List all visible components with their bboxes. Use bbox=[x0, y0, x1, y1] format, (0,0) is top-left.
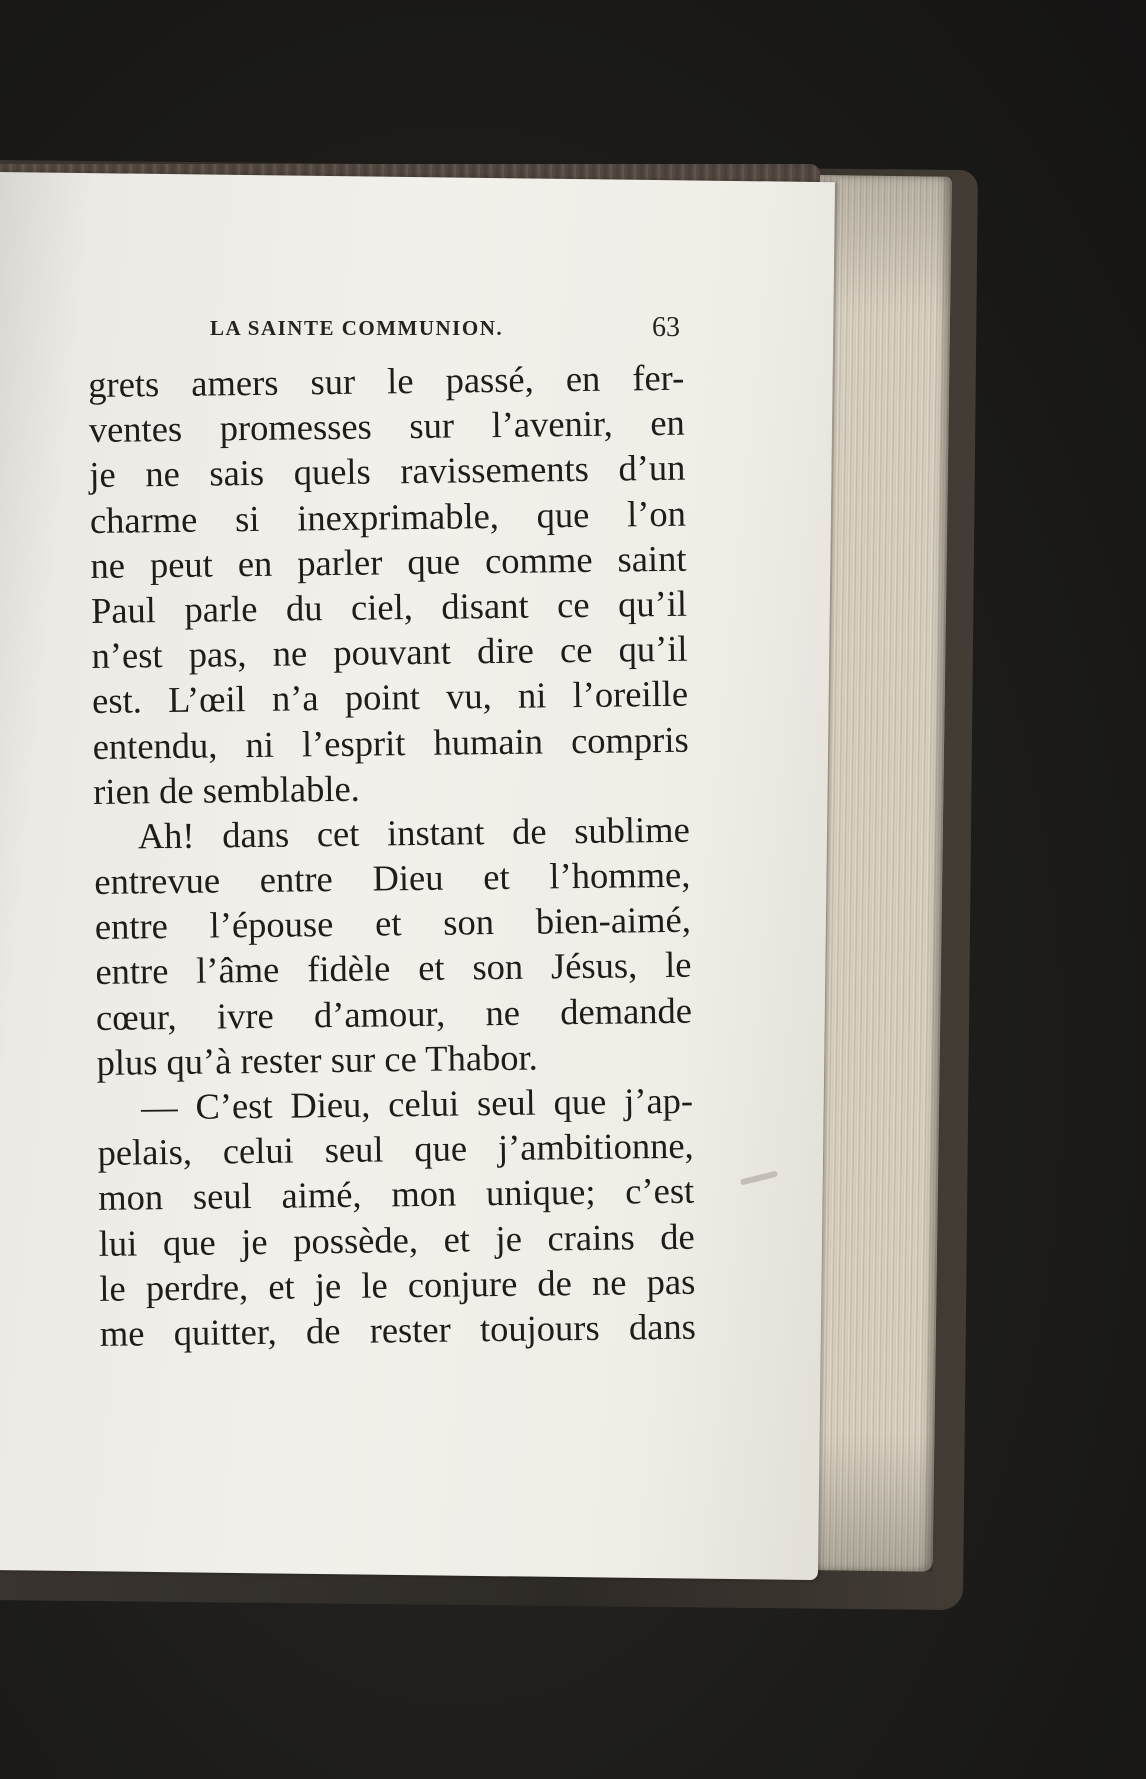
text-line: lui que je possède, et je crains de bbox=[98, 1215, 695, 1264]
text-line: charme si inexprimable, que l’on bbox=[89, 492, 687, 541]
text-line: Ah! dans cet instant de sublime bbox=[137, 808, 691, 857]
body-text bbox=[88, 355, 696, 1356]
text-line: entrevue entre Dieu et l’homme, bbox=[94, 853, 691, 903]
text-line: ne peut en parler que comme saint bbox=[90, 537, 687, 586]
text-line: pelais, celui seul que j’ambitionne, bbox=[97, 1124, 694, 1174]
text-line: me quitter, de rester toujours dans bbox=[99, 1305, 697, 1354]
text-line: est. L’œil n’a point vu, ni l’oreille bbox=[91, 673, 689, 722]
running-title: LA SAINTE COMMUNION. bbox=[210, 316, 504, 340]
text-line: grets amers sur le passé, en fer- bbox=[88, 356, 685, 405]
text-line: rien de semblable. bbox=[92, 767, 361, 812]
text-line: ventes promesses sur l’avenir, en bbox=[88, 401, 686, 451]
text-line: le perdre, et je le conjure de ne pas bbox=[99, 1260, 696, 1309]
text-line: entre l’âme fidèle et son Jésus, le bbox=[95, 944, 692, 993]
text-line: cœur, ivre d’amour, ne demande bbox=[95, 989, 693, 1038]
running-head bbox=[210, 312, 680, 346]
text-line: entendu, ni l’esprit humain compris bbox=[92, 718, 689, 767]
text-line: n’est pas, ne pouvant dire ce qu’il bbox=[91, 627, 688, 677]
page-number: 63 bbox=[652, 312, 680, 343]
text-line: je ne sais quels ravissements d’un bbox=[89, 447, 686, 496]
text-line: entre l’épouse et son bien-aimé, bbox=[94, 898, 692, 948]
text-line: plus qu’à rester sur ce Thabor. bbox=[96, 1036, 539, 1083]
text-line: mon seul aimé, mon unique; c’est bbox=[97, 1170, 695, 1219]
text-line: — C’est Dieu, celui seul que j’ap- bbox=[140, 1079, 694, 1128]
text-line: Paul parle du ciel, disant ce qu’il bbox=[90, 582, 688, 631]
